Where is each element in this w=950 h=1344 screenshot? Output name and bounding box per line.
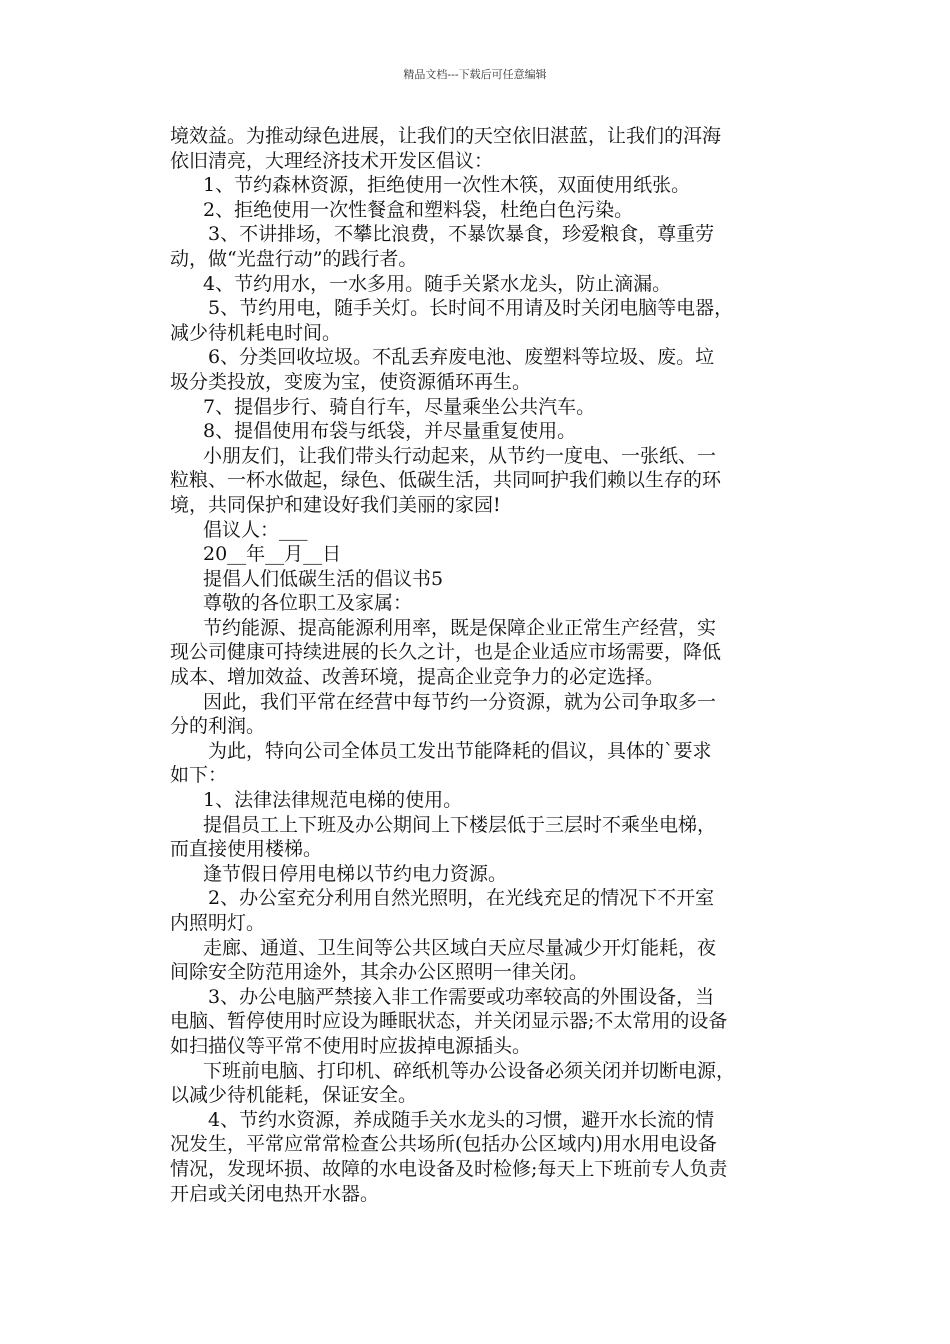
text-line: 分的利润。 <box>170 715 266 738</box>
text-line: 1、法律法律规范电梯的使用。 <box>203 789 463 812</box>
text-line: 4、节约用水，一水多用。随手关紧水龙头，防止滴漏。 <box>203 272 672 295</box>
text-line: 圾分类投放，变废为宝，使资源循环再生。 <box>170 370 532 393</box>
text-line: 5、节约用电，随手关灯。长时间不用请及时关闭电脑等电器， <box>208 297 734 320</box>
text-line: 开启或关闭电热开水器。 <box>170 1182 380 1205</box>
text-line: 现公司健康可持续进展的长久之计，也是企业适应市场需要，降低 <box>170 641 722 664</box>
text-line: 依旧清亮，大理经济技术开发区倡议： <box>170 149 494 172</box>
text-line: 20__年__月__日 <box>203 543 342 566</box>
text-line: 境效益。为推动绿色进展，让我们的天空依旧湛蓝，让我们的洱海 <box>170 125 722 147</box>
text-line: 尊敬的各位职工及家属： <box>203 592 413 615</box>
text-line: 1、节约森林资源，拒绝使用一次性木筷，双面使用纸张。 <box>203 174 691 197</box>
text-line: 内照明灯。 <box>170 912 266 934</box>
text-line: 因此，我们平常在经营中每节约一分资源，就为公司争取多一 <box>203 690 717 713</box>
text-line: 小朋友们，让我们带头行动起来，从节约一度电、一张纸、一 <box>203 444 717 467</box>
text-line: 而直接使用楼梯。 <box>170 838 323 861</box>
text-line: 3、办公电脑严禁接入非工作需要或功率较高的外围设备，当 <box>208 985 715 1008</box>
text-line: 情况，发现坏损、故障的水电设备及时检修;每天上下班前专人负责 <box>170 1157 728 1180</box>
text-line: 3、不讲排场，不攀比浪费，不暴饮暴食，珍爱粮食，尊重劳 <box>208 223 715 246</box>
text-line: 电脑、暂停使用时应设为睡眠状态，并关闭显示器;不太常用的设备 <box>170 1010 728 1033</box>
document-body <box>170 124 785 1206</box>
text-line: 况发生，平常应常常检查公共场所(包括办公区域内)用水用电设备 <box>170 1133 717 1156</box>
text-line: 间除安全防范用途外，其余办公区照明一律关闭。 <box>170 961 589 984</box>
text-line: 8、提倡使用布袋与纸袋，并尽量重复使用。 <box>203 420 577 443</box>
text-line: 逢节假日停用电梯以节约电力资源。 <box>203 862 508 885</box>
text-line: 减少待机耗电时间。 <box>170 321 342 344</box>
text-line: 提倡员工上下班及办公期间上下楼层低于三层时不乘坐电梯， <box>203 813 717 836</box>
text-line: 动，做“光盘行动”的践行者。 <box>170 247 418 270</box>
text-line: 以减少待机能耗，保证安全。 <box>170 1084 418 1107</box>
text-line: 节约能源、提高能源利用率，既是保障企业正常生产经营，实 <box>203 616 717 639</box>
text-line: 6、分类回收垃圾。不乱丢弃废电池、废塑料等垃圾、废。垃 <box>208 346 715 369</box>
text-line: 粒粮、一杯水做起，绿色、低碳生活，共同呵护我们赖以生存的环 <box>170 469 722 492</box>
text-line: 7、提倡步行、骑自行车，尽量乘坐公共汽车。 <box>203 395 596 418</box>
text-line: 如扫描仪等平常不使用时应拔掉电源插头。 <box>170 1034 532 1057</box>
text-line: 倡议人：___ <box>203 518 308 541</box>
text-line: 如下： <box>170 764 228 787</box>
text-line: 2、拒绝使用一次性餐盒和塑料袋，杜绝白色污染。 <box>203 198 634 221</box>
text-line: 成本、增加效益、改善环境，提高企业竞争力的必定选择。 <box>170 666 665 689</box>
text-line: 走廊、通道、卫生间等公共区域白天应尽量减少开灯能耗，夜 <box>203 936 717 959</box>
text-line: 2、办公室充分利用自然光照明，在光线充足的情况下不开室 <box>208 887 715 910</box>
text-line: 境，共同保护和建设好我们美丽的家园! <box>170 493 501 516</box>
text-line: 4、节约水资源，养成随手关水龙头的习惯，避开水长流的情 <box>208 1108 715 1131</box>
text-line: 下班前电脑、打印机、碎纸机等办公设备必须关闭并切断电源， <box>203 1059 736 1082</box>
text-line: 提倡人们低碳生活的倡议书5 <box>203 567 444 590</box>
page-header: 精品文档---下载后可任意编辑 <box>403 68 547 81</box>
text-line: 为此，特向公司全体员工发出节能降耗的倡议，具体的`要求 <box>208 739 712 762</box>
